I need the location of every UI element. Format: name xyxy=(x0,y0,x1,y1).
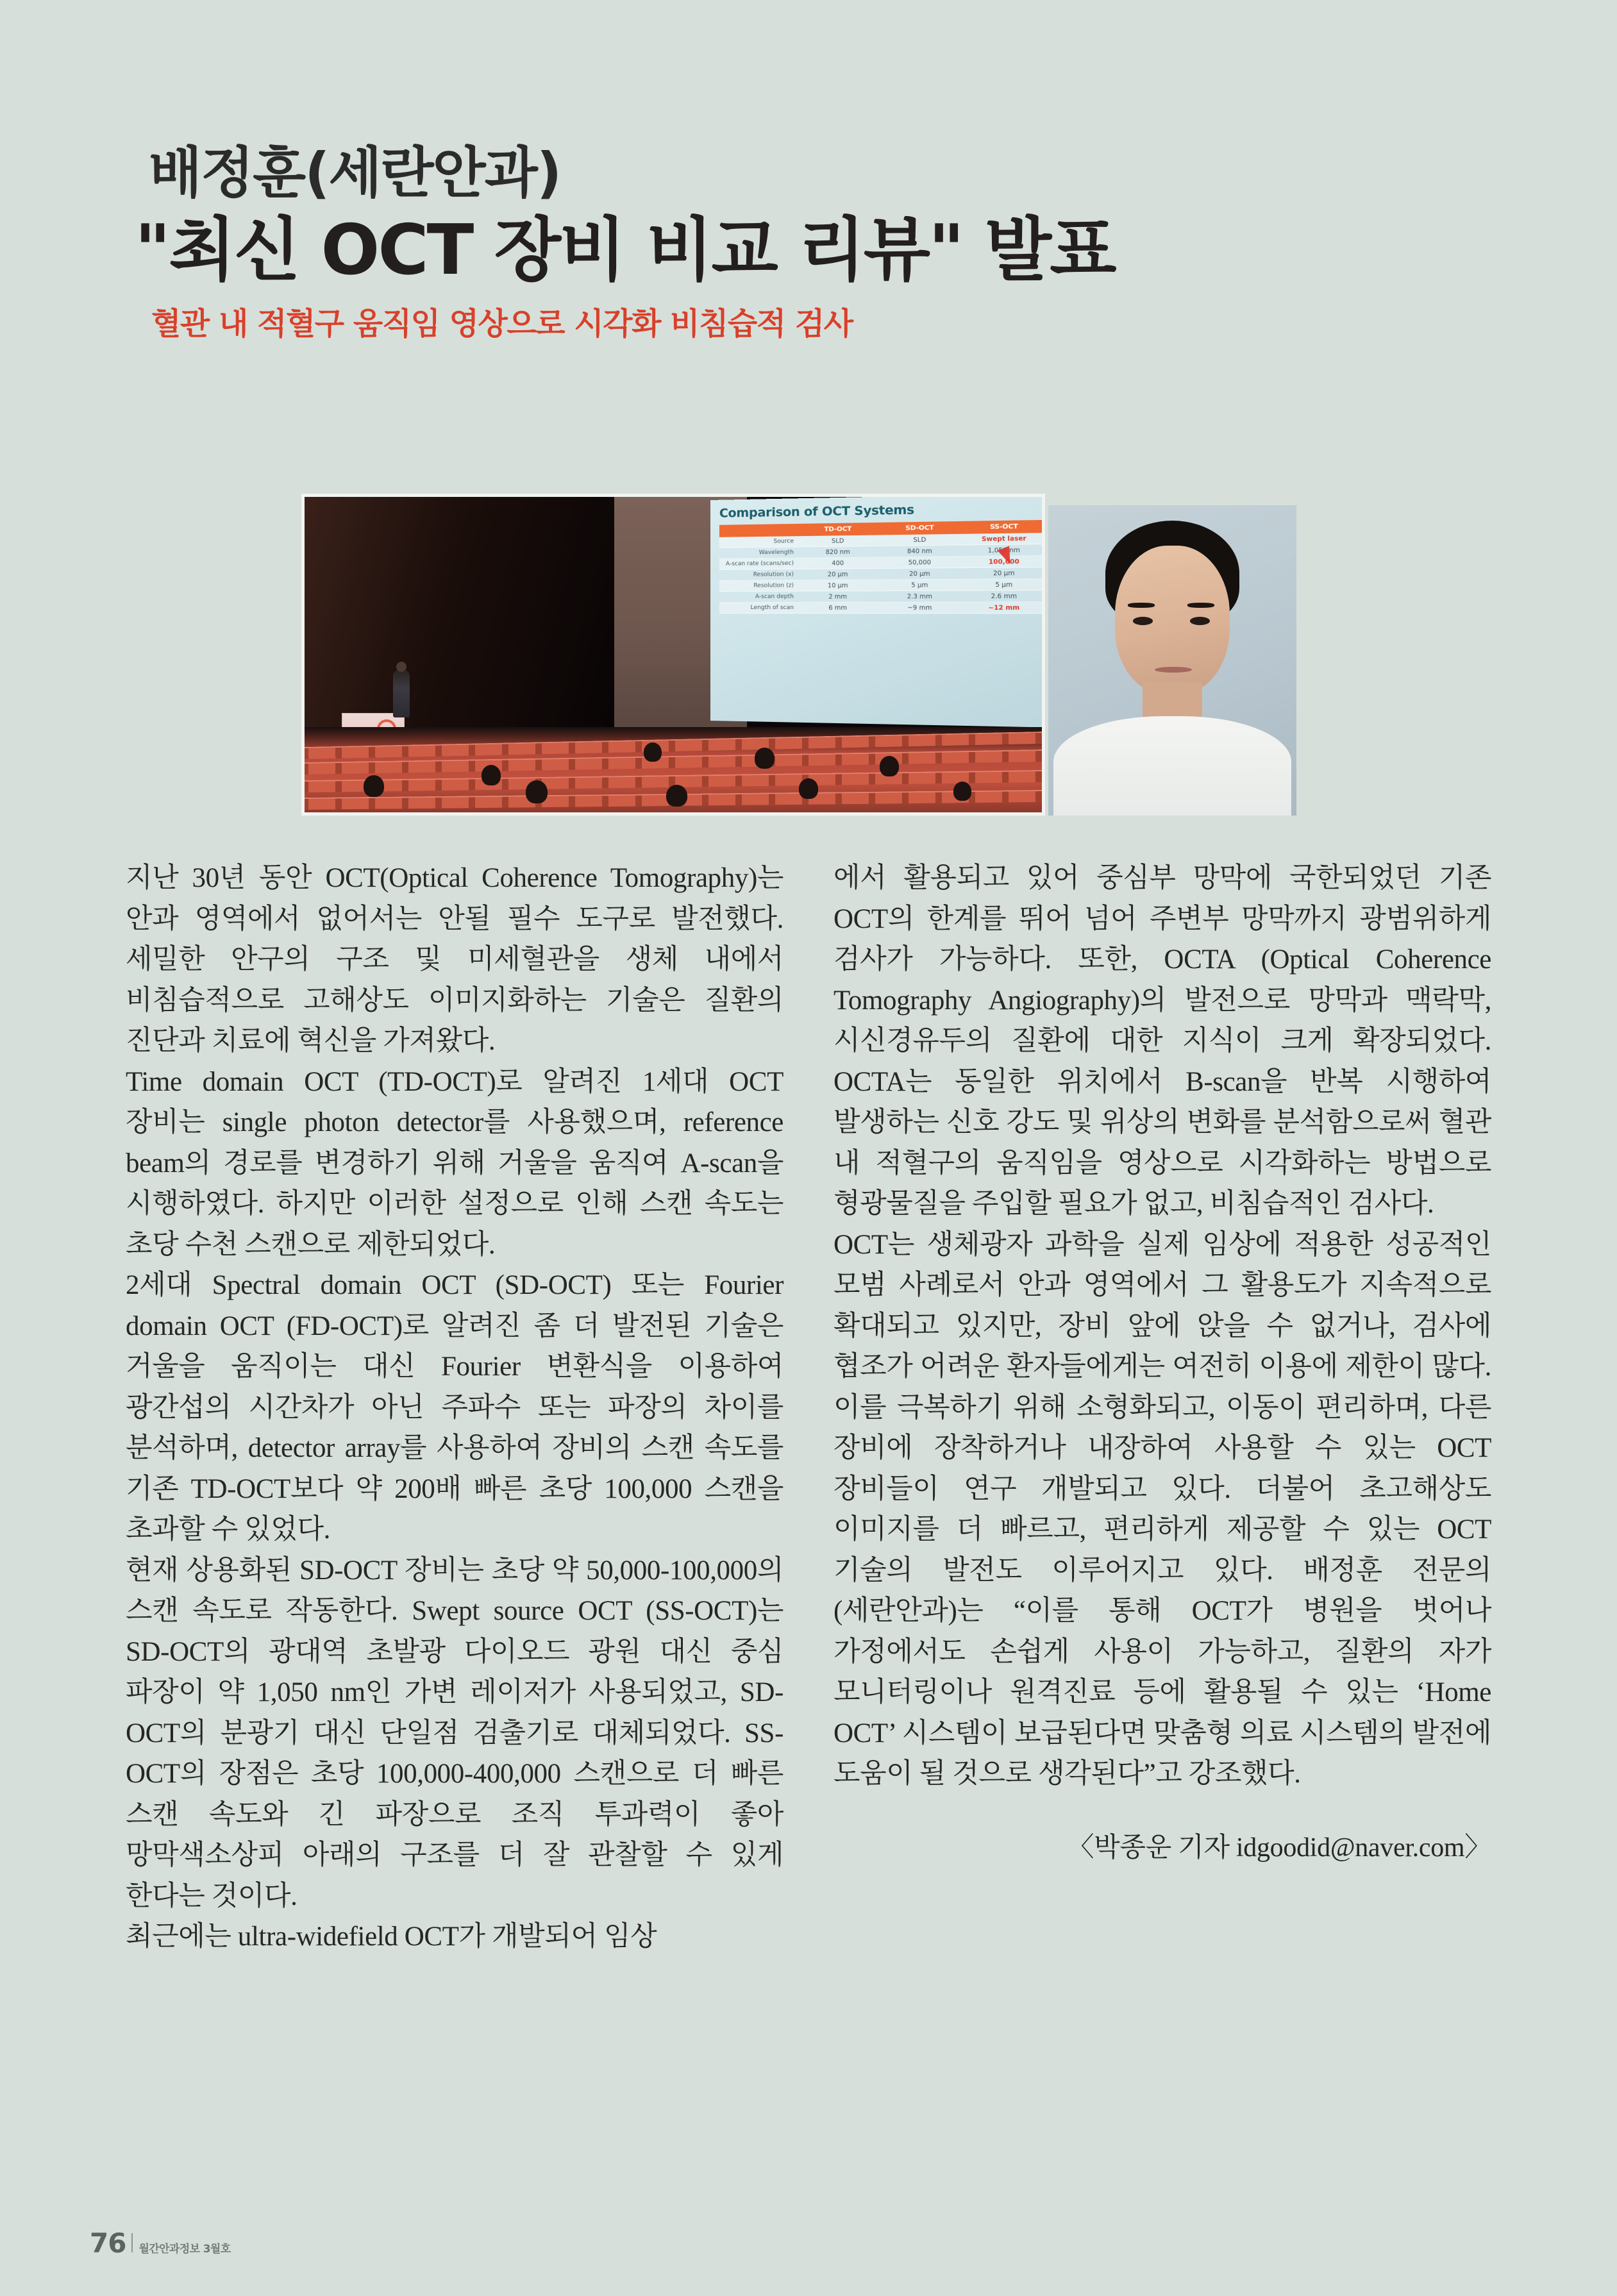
row-label: Length of scan xyxy=(719,602,797,613)
audience-head xyxy=(880,756,899,776)
audience-head xyxy=(644,742,662,762)
cell-ss: 100,000 xyxy=(961,555,1045,567)
portrait-eye-left xyxy=(1133,617,1153,625)
subheadline: 혈관 내 적혈구 움직임 영상으로 시각화 비침습적 검사 xyxy=(151,306,853,342)
audience-head xyxy=(364,775,384,797)
audience-seating xyxy=(305,727,1042,812)
speaker-figure xyxy=(393,670,410,717)
cell-td: SLD xyxy=(798,535,878,546)
row-label: Source xyxy=(719,536,797,548)
th-ss-oct: SS-OCT xyxy=(961,520,1045,534)
cell-sd: 2.3 mm xyxy=(878,591,962,602)
paragraph: 2세대 Spectral domain OCT (SD-OCT) 또는 Fourier domain OCT (FD-OCT)로 알려진 좀 더 발전된 기술은 거울을 움직이는 대신 Fourier 변환식을 이용하여 광간섭의 시간차가 아닌 주파수 또는 파장의 차이를 분석하며, detector array를 사용하여 장비의 스캔 속도를 기존 TD-OCT보다 약 200배 빠른 초당 100,000 스캔을 초과할 수 있었다. xyxy=(126,1270,783,1545)
article-column-left xyxy=(126,858,783,1957)
table-row xyxy=(719,602,1045,614)
cell-sd: SLD xyxy=(878,534,962,546)
portrait-eyebrow-right xyxy=(1187,603,1215,608)
portrait-eyebrow-left xyxy=(1128,603,1155,608)
cell-ss: 20 μm xyxy=(961,567,1045,580)
audience-head xyxy=(666,785,687,807)
projection-screen xyxy=(710,494,1046,728)
paragraph: 에서 활용되고 있어 중심부 망막에 국한되었던 기존 OCT의 한계를 뛰어 넘어 주변부 망막까지 광범위하게 검사가 가능하다. 또한, OCTA (Optical Coherence Tomography Angiography)의 발전으로 망막과 맥락막, 시신경유두의 질환에 대한 지식이 크게 확장되었다. OCTA는 동일한 위치에서 B-scan을 반복 시행하여 발생하는 신호 강도 및 위상의 변화를 분석함으로써 혈관 내 적혈구의 움직임을 영상으로 시각화하는 방법으로 형광물질을 주입할 필요가 없고, 비침습적인 검사다. xyxy=(834,863,1491,1219)
cell-sd: 50,000 xyxy=(878,557,962,569)
cell-td: 6 mm xyxy=(798,602,878,614)
cell-td: 400 xyxy=(798,557,878,569)
row-label: A-scan depth xyxy=(719,591,797,602)
paragraph: 최근에는 ultra-widefield OCT가 개발되어 임상 xyxy=(126,1922,657,1952)
cell-sd: 840 nm xyxy=(878,545,962,557)
table-row xyxy=(719,591,1045,603)
doctor-portrait-photo xyxy=(1048,505,1296,816)
byline: 〈박종운 기자 idgoodid@naver.com〉 xyxy=(1067,1832,1491,1863)
row-label: Wavelength xyxy=(719,547,797,558)
th-sd-oct: SD-OCT xyxy=(878,521,962,535)
oct-comparison-table xyxy=(719,520,1045,614)
cell-ss: 5 μm xyxy=(961,579,1045,591)
footer-divider xyxy=(131,2233,133,2252)
photo-row xyxy=(301,494,1296,821)
kicker-line: 배정훈(세란안과) xyxy=(149,141,561,205)
audience-head xyxy=(799,778,818,799)
slide-title: Comparison of OCT Systems xyxy=(719,502,914,521)
row-label: Resolution (z) xyxy=(719,580,797,592)
page-number: 76 xyxy=(90,2227,126,2259)
cell-ss: Swept laser xyxy=(961,533,1045,545)
paragraph: 지난 30년 동안 OCT(Optical Coherence Tomography)는 안과 영역에서 없어서는 안될 필수 도구로 발전했다. 세밀한 안구의 구조 및 미세혈관을 생체 내에서 비침습적으로 고해상도 이미지화하는 기술은 질환의 진단과 치료에 혁신을 가져왔다. xyxy=(126,863,783,1056)
cell-td: 20 μm xyxy=(798,568,878,580)
stage-dark-area xyxy=(305,497,629,730)
cell-sd: 5 μm xyxy=(878,579,962,591)
cell-td: 820 nm xyxy=(798,546,878,558)
cell-td: 10 μm xyxy=(798,580,878,591)
row-label: A-scan rate (scans/sec) xyxy=(719,558,797,569)
page-title: "최신 OCT 장비 비교 리뷰" 발표 xyxy=(135,210,1115,291)
cell-sd: ~9 mm xyxy=(878,602,962,614)
article-body xyxy=(126,858,1491,1957)
cell-ss: 1,050 nm xyxy=(961,544,1045,556)
portrait-eye-right xyxy=(1190,617,1210,625)
publication-name: 월간안과정보 3월호 xyxy=(138,2243,231,2256)
audience-head xyxy=(755,748,775,769)
audience-head xyxy=(526,780,548,803)
paragraph: Time domain OCT (TD-OCT)로 알려진 1세대 OCT 장비는 single photon detector를 사용했으며, reference beam의 경로를 변경하기 위해 거울을 움직여 A-scan을 시행하였다. 하지만 이러한 설정으로 인해 스캔 속도는 초당 수천 스캔으로 제한되었다. xyxy=(126,1066,783,1260)
th-blank xyxy=(719,524,797,537)
presentation-hall-photo xyxy=(301,494,1045,816)
audience-head xyxy=(953,782,971,801)
paragraph: OCT는 생체광자 과학을 실제 임상에 적용한 성공적인 모범 사례로서 안과 영역에서 그 활용도가 지속적으로 확대되고 있지만, 장비 앞에 앉을 수 없거나, 검사에 협조가 어려운 환자들에게는 여전히 이용에 제한이 많다. 이를 극복하기 위해 소형화되고, 이동이 편리하며, 다른 장비에 장착하거나 내장하여 사용할 수 있는 OCT 장비들이 연구 개발되고 있다. 더불어 초고해상도 이미지를 더 빠르고, 편리하게 제공할 수 있는 OCT 기술의 발전도 이루어지고 있다. 배정훈 전문의(세란안과)는 “이를 통해 OCT가 병원을 벗어나 가정에서도 손쉽게 사용이 가능하고, 질환의 자가 모니터링이나 원격진료 등에 활용될 수 있는 ‘Home OCT’ 시스템이 보급된다면 맞춤형 의료 시스템의 발전에 도움이 될 것으로 생각된다”고 강조했다. xyxy=(834,1229,1491,1789)
th-td-oct: TD-OCT xyxy=(798,523,878,536)
cell-td: 2 mm xyxy=(798,591,878,602)
article-column-right xyxy=(834,858,1491,1957)
cell-ss: 2.6 mm xyxy=(961,591,1045,602)
row-label: Resolution (x) xyxy=(719,569,797,580)
masthead xyxy=(135,141,1271,343)
table-row xyxy=(719,579,1045,592)
paragraph: 현재 상용화된 SD-OCT 장비는 초당 약 50,000-100,000의 스캔 속도로 작동한다. Swept source OCT (SS-OCT)는 SD-OCT의 광대역 초발광 다이오드 광원 대신 중심 파장이 약 1,050 nm인 가변 레이저가 사용되었고, SD-OCT의 분광기 대신 단일점 검출기로 대체되었다. SS-OCT의 장점은 초당 100,000-400,000 스캔으로 더 빠른 스캔 속도와 긴 파장으로 조직 투과력이 좋아 망막색소상피 아래의 구조를 더 잘 관찰할 수 있게 한다는 것이다. xyxy=(126,1555,783,1911)
cell-ss: ~12 mm xyxy=(961,602,1045,614)
page-footer xyxy=(90,2227,231,2259)
portrait-lab-coat xyxy=(1053,716,1292,816)
audience-head xyxy=(482,765,501,785)
cell-sd: 20 μm xyxy=(878,567,962,579)
